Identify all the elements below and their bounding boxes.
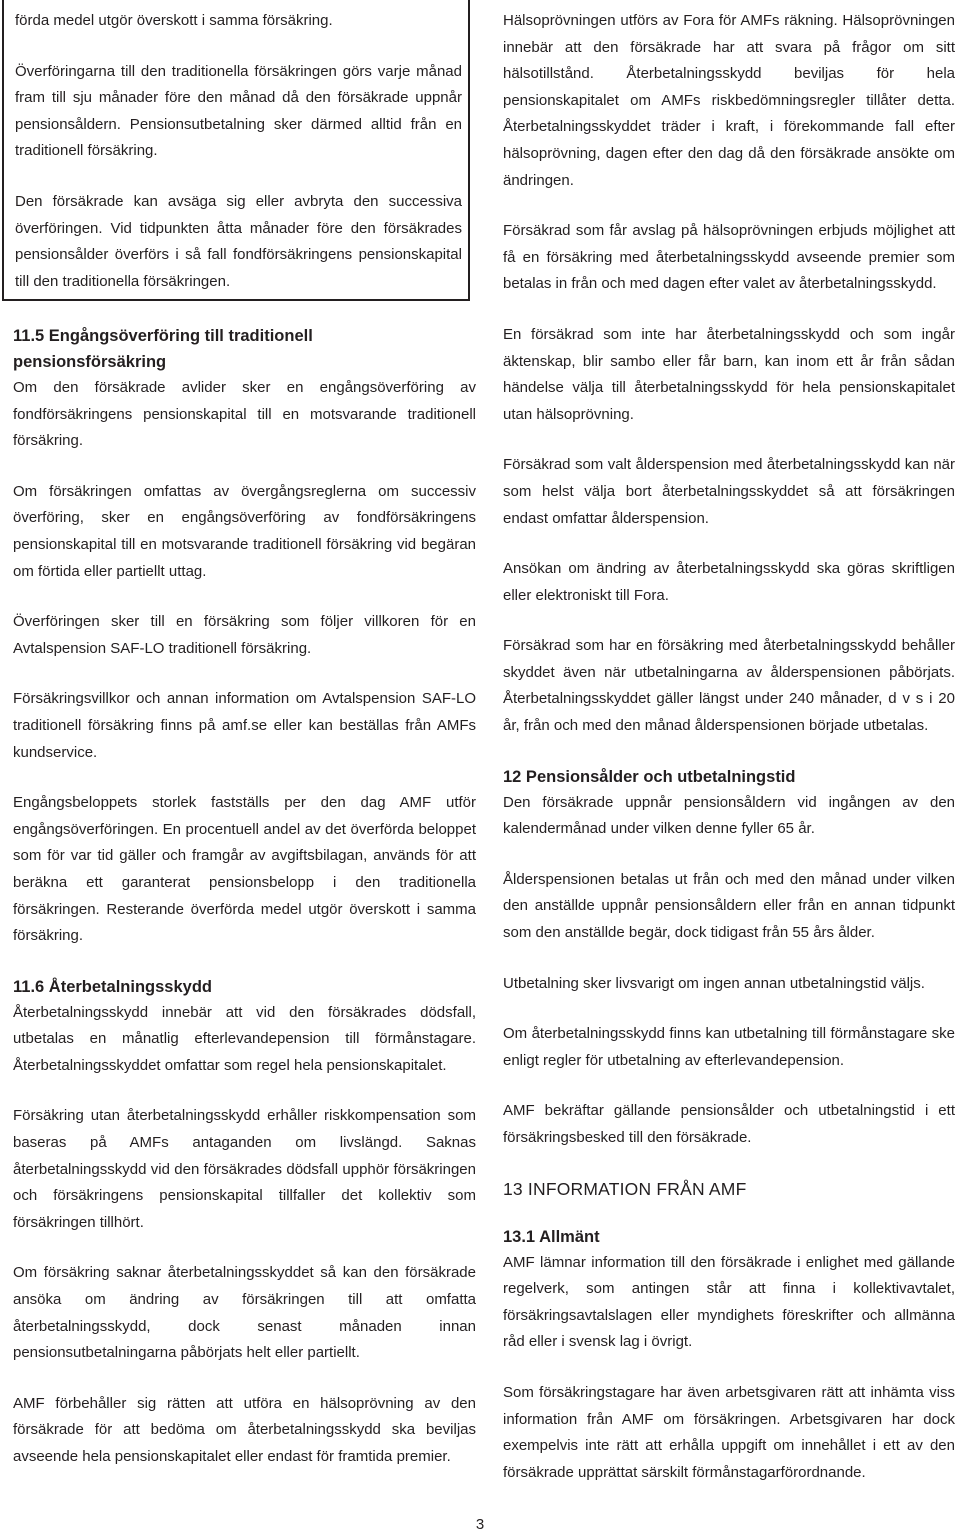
paragraph: Om den försäkrade avlider sker en engångsöverföring av fondförsäkringens pensionskapital till en motsvarande traditionell försäkring. (13, 379, 476, 450)
section-heading: 12 Pensionsålder och utbetalningstid (503, 767, 796, 786)
paragraph: Återbetalningsskydd innebär att vid den försäkrades dödsfall, utbetalas en månatlig efterlevandepension till förmånstagare. Återbetalningsskyddet omfattar som regel hela pensionskapitalet. (13, 1003, 476, 1074)
paragraph: Försäkrad som har en försäkring med återbetalningsskydd behåller skyddet även när utbetalningarna av ålderspensionen påbörjats. Återbetalningsskyddet gäller längst under 240 månader, d v s i 20 år, från och med den månad ålderspensionen började utbetalas. (503, 637, 955, 735)
paragraph: Den försäkrade kan avsäga sig eller avbryta den successiva överföringen. Vid tidpunkten åtta månader före den försäkrades pensionsålder överförs i så fall fondförsäkringens pensionskapital till den traditionella försäkringen. (15, 192, 462, 290)
right-column (503, 0, 960, 1510)
section-heading: 11.6 Återbetalningsskydd (13, 977, 212, 996)
paragraph: Om försäkring saknar återbetalningsskyddet så kan den försäkrade ansöka om ändring av försäkringen till att omfatta återbetalningsskydd, dock senast månaden innan pensionsutbetalningarna påbörjats helt eller partiellt. (13, 1264, 476, 1362)
section-12 (503, 764, 960, 1152)
paragraph: Försäkrad som får avslag på hälsoprövningen erbjuds möjlighet att få en försäkring med återbetalningsskydd avseende premier som betalas in från och med dagen efter valet av återbetalningsskydd. (503, 222, 955, 293)
paragraph: Den försäkrade uppnår pensionsåldern vid ingången av den kalendermånad under vilken denne fyller 65 år. (503, 793, 955, 838)
section-heading: 13 INFORMATION FRÅN AMF (503, 1178, 747, 1199)
subsection-heading: 13.1 Allmänt (503, 1227, 600, 1246)
paragraph: Försäkringsvillkor och annan information om Avtalspension SAF-LO traditionell försäkring finns på amf.se eller kan beställas från AMFs kundservice. (13, 690, 476, 761)
left-flow (0, 323, 480, 1471)
section-13 (503, 1176, 960, 1487)
left-column (0, 0, 480, 1495)
paragraph: Ålderspensionen betalas ut från och med den månad under vilken den anställde uppnår pensionsåldern eller från en annan tidpunkt som den anställde begär, dock tidigast från 55 års ålder. (503, 870, 955, 942)
paragraph: Försäkring utan återbetalningsskydd erhåller riskkompensation som baseras på AMFs antaganden om livslängd. Saknas återbetalningsskydd vid den försäkrades dödsfall upphör försäkringen och försäkringens pensionskapital tillfaller det kollektiv som försäkringen tillhört. (13, 1107, 476, 1231)
paragraph: Hälsoprövningen utförs av Fora för AMFs räkning. Hälsoprövningen innebär att den försäkrade har att svara på frågor om sitt hälsotillstånd. Återbetalningsskydd beviljas för hela pensionskapitalet om AMFs riskbedömningsregler tillåter detta. Återbetalningsskyddet träder i kraft, i förekommande fall efter hälsoprövning, dagen efter den dag då den försäkrade ansökte om ändringen. (503, 12, 955, 189)
paragraph: Om återbetalningsskydd finns kan utbetalning till förmånstagare ske enligt regler för utbetalning av efterlevandepension. (503, 1025, 955, 1069)
section-heading-line2: pensionsförsäkring (13, 353, 167, 371)
paragraph: Överföringen sker till en försäkring som följer villkoren för en Avtalspension SAF-LO traditionell försäkring. (13, 613, 476, 657)
paragraph: AMF bekräftar gällande pensionsålder och utbetalningstid i ett försäkringsbesked till den försäkrade. (503, 1102, 955, 1146)
paragraph: Utbetalning sker livsvarigt om ingen annan utbetalningstid väljs. (503, 974, 925, 992)
paragraph: Engångsbeloppets storlek fastställs per den dag AMF utför engångsöverföringen. En procentuell andel av det överförda beloppet som för var tid gäller och framgår av avgiftsbilagan, används för att beräkna ett garanterat pensionsbelopp i den traditionella försäkringen. Resterande överförda medel utgör överskott i samma försäkring. (13, 794, 476, 945)
paragraph: förda medel utgör överskott i samma försäkring. (15, 12, 333, 29)
section-11-6 (13, 974, 476, 1471)
paragraph: AMF lämnar information till den försäkrade i enlighet med gällande regelverk, som antingen står att finna i kollektivavtalet, försäkringsavtalslagen eller myndighets föreskrifter och allmänna råd eller i svensk lag i övrigt. (503, 1253, 955, 1351)
paragraph: Om försäkringen omfattas av övergångsreglerna om successiv överföring, sker en engångsöverföring av fondförsäkringens pensionskapital till en motsvarande traditionell försäkring vid begäran om förtida eller partiellt uttag. (13, 482, 476, 580)
boxed-section (2, 0, 470, 301)
section-11-5 (13, 323, 476, 950)
section-heading: 11.5 Engångsöverföring till traditionell (13, 327, 313, 345)
paragraph: En försäkrad som inte har återbetalningsskydd och som ingår äktenskap, blir sambo eller får barn, kan inom ett år från sådan händelse välja till återbetalningsskydd för hela pensionskapitalet utan hälsoprövning. (503, 325, 955, 423)
page-number: 3 (475, 1516, 485, 1533)
paragraph: AMF förbehåller sig rätten att utföra en hälsoprövning av den försäkrade för att bedöma om återbetalningsskydd ska beviljas avseende hela pensionskapitalet eller endast för framtida premier. (13, 1394, 476, 1465)
paragraph: Överföringarna till den traditionella försäkringen görs varje månad fram till sju månader före den månad då den försäkrade uppnår pensionsåldern. Pensionsutbetalning sker därmed alltid från en traditionell försäkring. (15, 62, 462, 160)
paragraph: Ansökan om ändring av återbetalningsskydd ska göras skriftligen eller elektroniskt till Fora. (503, 560, 955, 604)
paragraph: Som försäkringstagare har även arbetsgivaren rätt att inhämta viss information från AMF om försäkringen. Arbetsgivaren har dock exempelvis inte rätt att erhålla uppgift om innehållet i ett av den försäkrade upprättat särskilt förmånstagarförordnande. (503, 1383, 955, 1481)
paragraph: Försäkrad som valt ålderspension med återbetalningsskydd kan när som helst välja bort återbetalningsskyddet så att försäkringen endast omfattar ålderspension. (503, 456, 955, 527)
